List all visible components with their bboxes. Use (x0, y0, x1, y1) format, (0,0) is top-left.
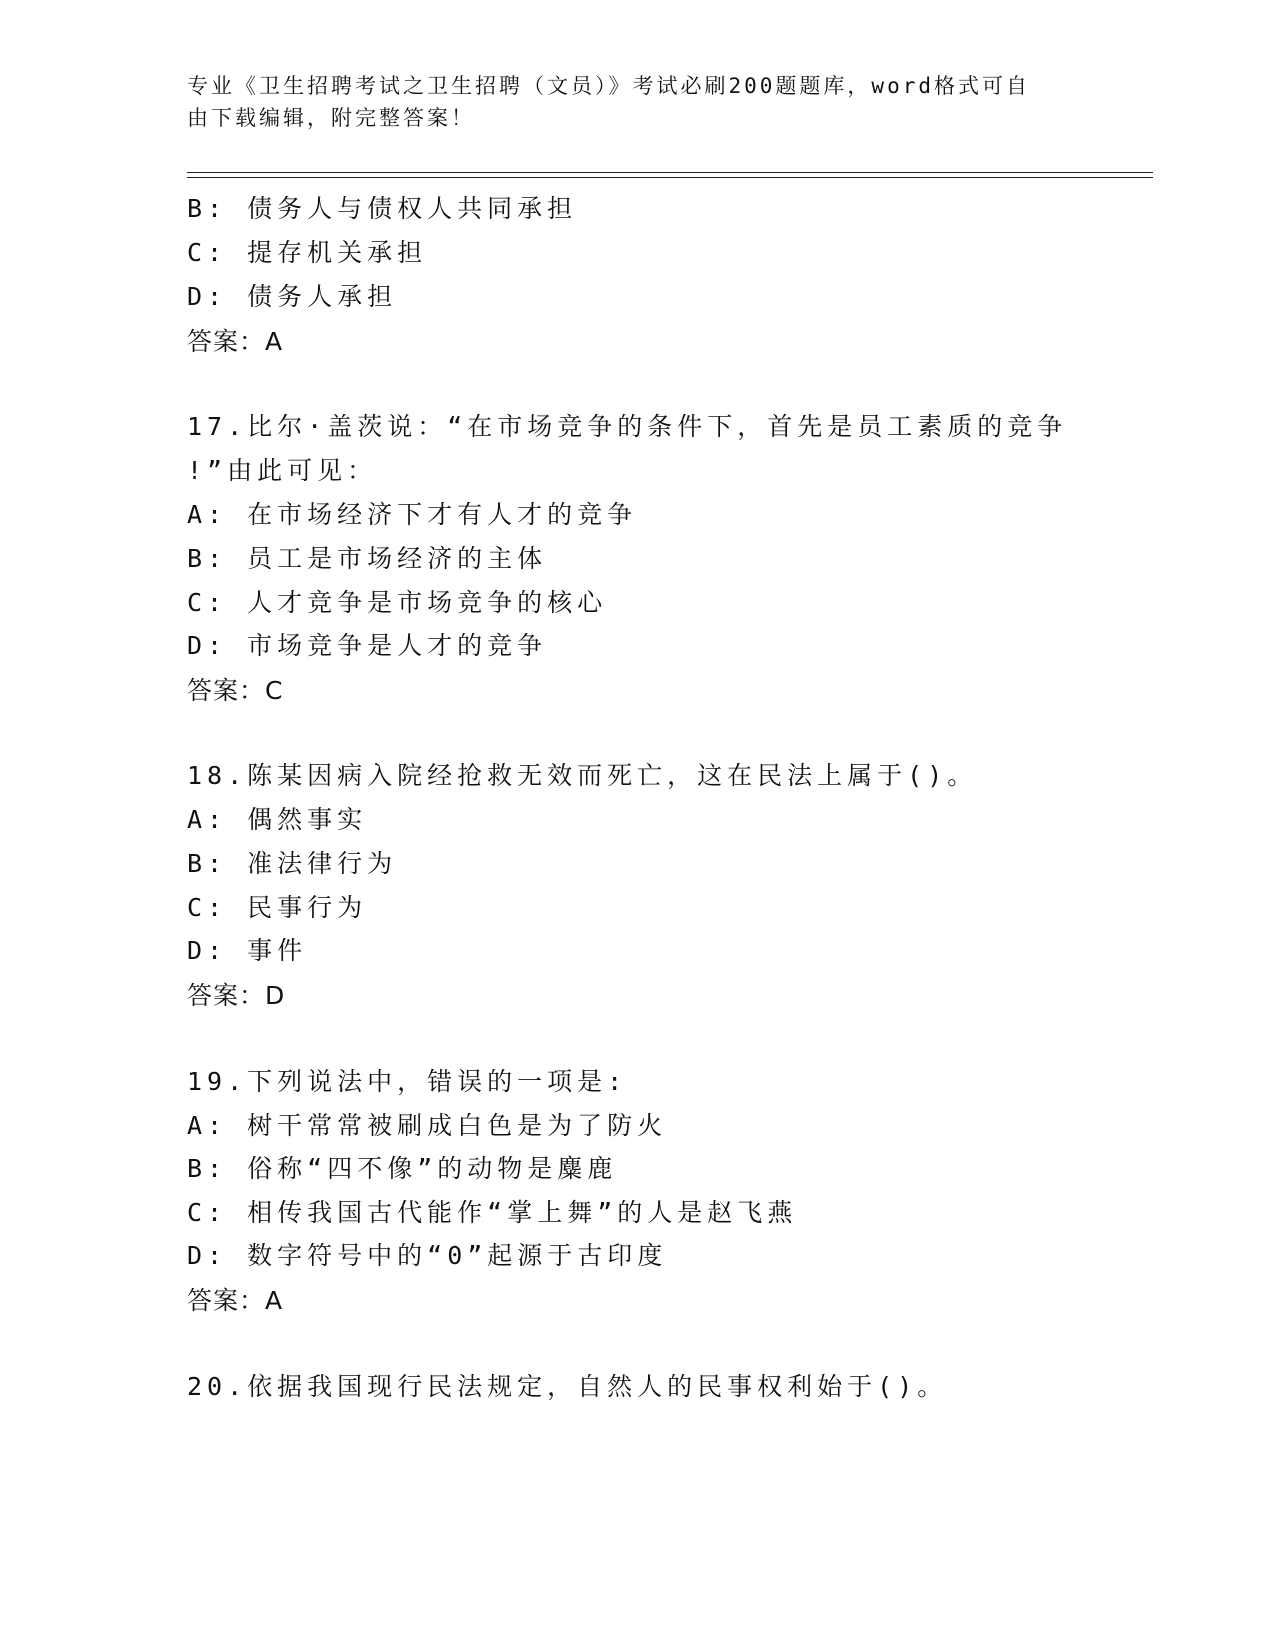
q17-stem-line-1: 17.比尔·盖茨说：“在市场竞争的条件下，首先是员工素质的竞争 (187, 412, 1068, 441)
q16-answer: 答案：A (187, 327, 284, 356)
q16-option-d: D: 债务人承担 (187, 282, 398, 311)
q18-stem-line-1: 18.陈某因病入院经抢救无效而死亡，这在民法上属于()。 (187, 761, 978, 790)
q19-answer: 答案：A (187, 1286, 284, 1315)
q17-option-a: A: 在市场经济下才有人才的竞争 (187, 500, 638, 529)
q19-option-c: C: 相传我国古代能作“掌上舞”的人是赵飞燕 (187, 1198, 798, 1227)
header-line-2: 由下载编辑，附完整答案！ (187, 106, 475, 130)
q18-answer: 答案：D (187, 981, 286, 1010)
q19-option-d: D: 数字符号中的“0”起源于古印度 (187, 1241, 668, 1270)
q18-option-b: B: 准法律行为 (187, 849, 398, 878)
q16-option-c: C: 提存机关承担 (187, 238, 428, 267)
q17-stem-line-2: !”由此可见： (187, 456, 378, 485)
q19-option-a: A: 树干常常被刷成白色是为了防火 (187, 1111, 668, 1140)
q17-option-b: B: 员工是市场经济的主体 (187, 544, 548, 573)
header-rule-top (187, 172, 1153, 173)
q16-option-b: B: 债务人与债权人共同承担 (187, 194, 578, 223)
header-line-1: 专业《卫生招聘考试之卫生招聘（文员）》考试必刷200题题库，word格式可自 (187, 74, 1030, 98)
q18-option-c: C: 民事行为 (187, 893, 368, 922)
q17-option-d: D: 市场竞争是人才的竞争 (187, 631, 548, 660)
q19-stem-line-1: 19.下列说法中，错误的一项是: (187, 1067, 628, 1096)
q20-stem-line-1: 20.依据我国现行民法规定，自然人的民事权利始于()。 (187, 1372, 948, 1401)
q17-answer: 答案：C (187, 676, 284, 705)
q19-option-b: B: 俗称“四不像”的动物是麋鹿 (187, 1154, 618, 1183)
q17-option-c: C: 人才竞争是市场竞争的核心 (187, 588, 608, 617)
q18-option-a: A: 偶然事实 (187, 805, 368, 834)
q18-option-d: D: 事件 (187, 936, 308, 965)
header-rule-bottom (187, 177, 1153, 178)
